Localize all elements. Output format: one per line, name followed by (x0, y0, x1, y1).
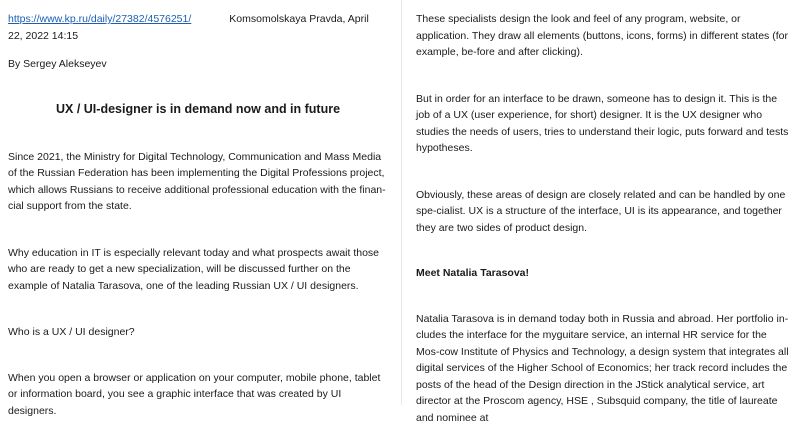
paragraph-why-education: Why education in IT is especially relevant today and what prospects await those who are ready to get a new specialization, will be discussed further on the example of Natalia Tarasova, one of the leading Russian UX / UI designers. (8, 245, 392, 295)
paragraph-browser-interface: When you open a browser or application on your computer, mobile phone, tablet or information board, you see a graphic interface that was created by UI designers. (8, 370, 392, 420)
author-byline: By Sergey Alekseyev (8, 56, 392, 73)
subheading-meet-natalia: Meet Natalia Tarasova! (416, 265, 792, 282)
paragraph-digital-professions: Since 2021, the Ministry for Digital Technology, Communication and Mass Media of the Russian Federation has been implementing the Digital Professions project, which allows Russians to receive additional professional education with the finan-cial support from the state. (8, 149, 392, 215)
source-url-link[interactable]: https://www.kp.ru/daily/27382/4576251/ (8, 13, 191, 25)
source-publication: Komsomolskaya Pravda, April (229, 13, 368, 25)
paragraph-areas-related: Obviously, these areas of design are closely related and can be handled by one spe-cialist. UX is a structure of the interface, UI is its appearance, and together they are two sides of product design. (416, 187, 792, 237)
paragraph-ux-designer-job: But in order for an interface to be drawn, someone has to design it. This is the job of a UX (user experience, for short) designer. It is the UX designer who studies the needs of users, tries to understand their logic, puts forward and tests hypotheses. (416, 91, 792, 157)
paragraph-natalia-portfolio: Natalia Tarasova is in demand today both in Russia and abroad. Her portfolio in-cludes the interface for the myguitare service, an internal HR service for the Mos-cow Institute of Physics and Technology, a design system that integrates all digital services of the Higher School of Economics; her track record includes the posts of the head of the Design direction in the JStick analytical service, art director at the Proscom agency, HSE , Subsquid company, the title of laureate and nominee at (416, 311, 792, 426)
right-column (416, 11, 792, 426)
column-divider (401, 0, 402, 405)
paragraph-specialists-design: These specialists design the look and feel of any program, website, or application. They draw all elements (buttons, icons, forms) in different states (for example, be-fore and after clicking). (416, 11, 792, 61)
subheading-who-is-designer: Who is a UX / UI designer? (8, 324, 392, 341)
source-line (8, 11, 392, 28)
source-date: 22, 2022 14:15 (8, 28, 392, 45)
article-headline: UX / UI-designer is in demand now and in future (56, 100, 392, 118)
left-column (8, 11, 392, 419)
